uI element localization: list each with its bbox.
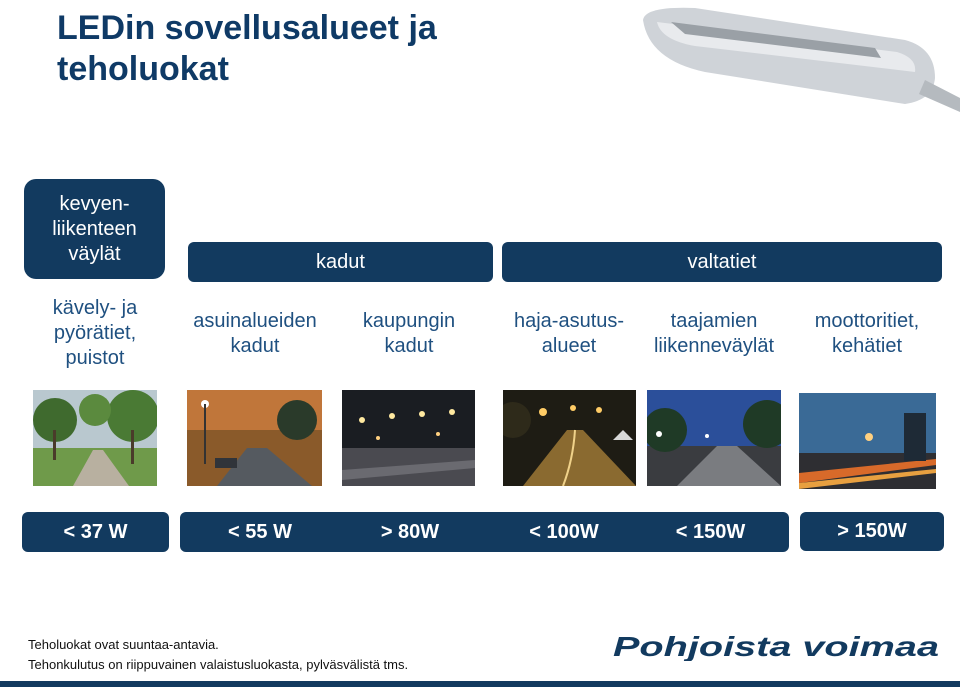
category-light-traffic — [24, 179, 165, 279]
area-label: taajamien liikenneväylät — [653, 310, 775, 357]
footnote: Tehonkulutus on riippuvainen valaistusluokasta, pylväsvälistä tms. — [28, 657, 409, 672]
wattage-label: < 37 W — [63, 520, 128, 543]
park-path-photo — [33, 390, 157, 486]
category-light-traffic-label: kevyen- liikenteen väylät — [52, 192, 137, 265]
category-highways — [502, 242, 942, 282]
rural-road-photo — [503, 390, 636, 486]
wattage-label: < 150W — [675, 520, 746, 543]
logo-text: Pohjoista voimaa — [613, 631, 939, 661]
footnote: Teholuokat ovat suuntaa-antavia. — [28, 637, 219, 652]
thoroughfare-photo — [647, 390, 781, 486]
area-label: kaupungin kadut — [362, 310, 456, 357]
wattage-label: < 100W — [529, 520, 599, 543]
area-label: haja-asutus- alueet — [513, 310, 625, 357]
wattage-label: < 55 W — [228, 520, 292, 543]
pohjoista-voimaa-logo — [613, 631, 943, 661]
bottom-bar — [0, 681, 960, 687]
page-title: LEDin sovellusalueet ja teholuokat — [57, 9, 437, 88]
motorway-photo — [799, 393, 936, 489]
area-label: asuinalueiden kadut — [193, 310, 317, 357]
street-lamp-image — [635, 0, 960, 120]
area-label: moottoritiet, kehätiet — [814, 310, 920, 357]
category-highways-label: valtatiet — [687, 250, 757, 273]
wattage-label: > 80W — [380, 520, 440, 543]
category-streets — [188, 242, 493, 282]
city-street-photo — [342, 390, 475, 486]
category-streets-label: kadut — [316, 250, 365, 273]
wattage-label: > 150W — [837, 520, 907, 542]
area-label: kävely- ja pyörätiet, puistot — [52, 297, 138, 369]
residential-street-photo — [187, 390, 322, 486]
